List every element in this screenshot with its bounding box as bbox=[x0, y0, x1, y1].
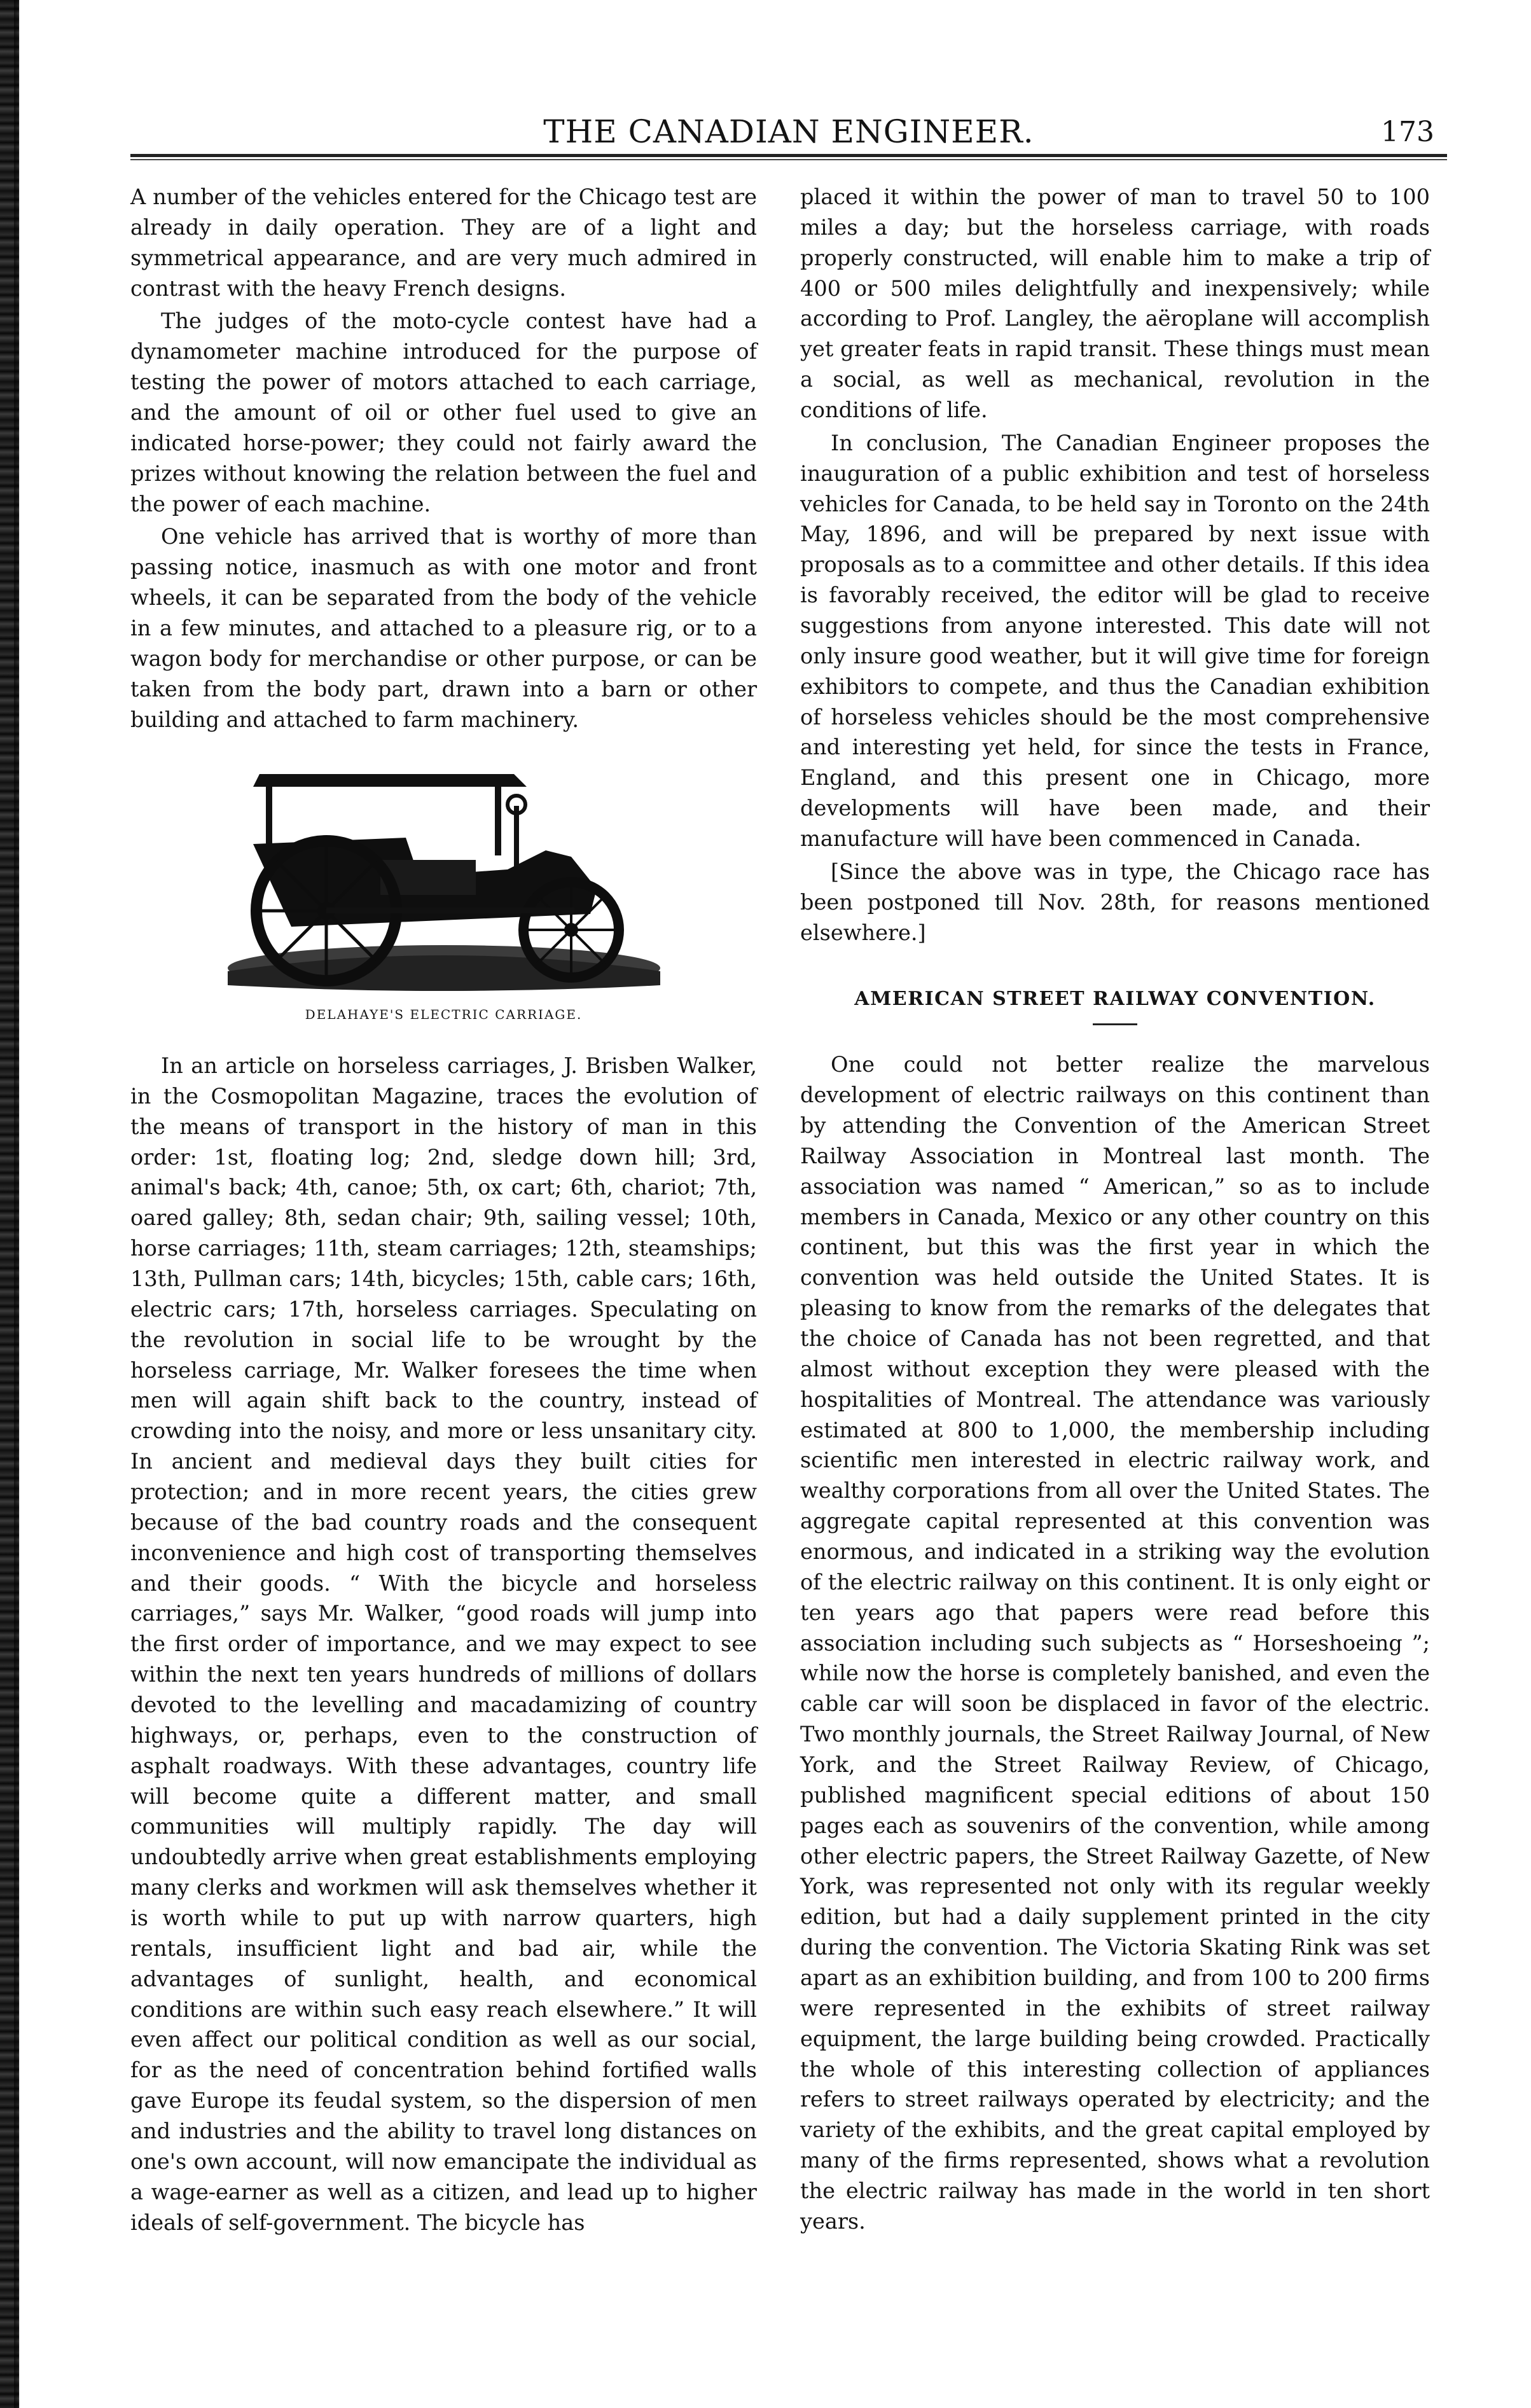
page-binding-edge bbox=[0, 0, 19, 2408]
paragraph: In an article on horseless carriages, J. Brisben Walker, in the Cosmopolitan Magazine, traces the evolution of the means of transport in the history of man in this order: 1st, floating log; 2nd, sledge down hill; 3rd, animal's back; 4th, canoe; 5th, ox cart; 6th, chariot; 7th, oared galley; 8th, sedan chair; 9th, sailing vessel; 10th, horse carriages; 11th, steam carriages; 12th, steamships; 13th, Pullman cars; 14th, bicycles; 15th, cable cars; 16th, electric cars; 17th, horseless carriages. Speculating on the revolution in social life to be wrought by the horseless carriage, Mr. Walker foresees the time when men will again shift back to the country, instead of crowding into the noisy, and more or less unsanitary city. In ancient and medieval days they built cities for protection; and in more recent years, the cities grew because of the bad country roads and the consequent inconvenience and high cost of transporting themselves and their goods. “ With the bicycle and horseless carriages,” says Mr. Walker, “good roads will jump into the first order of importance, and we may expect to see within the next ten years hundreds of millions of dollars devoted to the levelling and macadamizing of country highways, or, perhaps, even to the construction of asphalt roadways. With these advantages, country life will become quite a different matter, and small communities will multiply rapidly. The day will undoubtedly arrive when great establishments employing many clerks and workmen will ask themselves whether it is worth while to put up with narrow quarters, high rentals, insufficient light and bad air, while the advantages of sunlight, health, and economical conditions are within such easy reach elsewhere.” It will even affect our political condition as well as our social, for as the need of concentration behind fortified walls gave Europe its feudal system, so the dispersion of men and industries and the ability to travel long distances on one's own account, will now emancipate the individual as a wage-earner as well as a citizen, and lead up to higher ideals of self-government. The bicycle has bbox=[130, 1053, 757, 2235]
page-header bbox=[130, 95, 1447, 153]
journal-title: THE CANADIAN ENGINEER. bbox=[543, 113, 1034, 150]
carriage-figure bbox=[130, 749, 757, 1024]
paragraph: In conclusion, The Canadian Engineer proposes the inauguration of a public exhibition and test of horseless vehicles for Canada, to be held say in Toronto on the 24th May, 1896, and will be prepared by next issue with proposals as to a committee and other details. If this idea is favorably received, the editor will be glad to receive suggestions from anyone interested. This date will not only insure good weather, but it will give time for foreign exhibitors to compete, and thus the Canadian exhibition of horseless vehicles should be the most comprehensive and interesting yet held, for since the tests in France, England, and this present one in Chicago, more developments will have been made, and their manufacture will have been commenced in Canada. bbox=[800, 430, 1430, 852]
paragraph: One could not better realize the marvelous development of electric railways on this continent than by attending the Convention of the American Street Railway Association in Montreal last month. The association was named “ American,” so as to include members in Canada, Mexico or any other country on this continent, but this was the first year in which the convention was held outside the United States. It is pleasing to know from the remarks of the delegates that the choice of Canada has not been regretted, and that almost without exception they were pleased with the hospitalities of Montreal. The attendance was variously estimated at 800 to 1,000, the membership including scientific men interested in electric railway work, and wealthy corporations from all over the United States. The aggregate capital represented at this convention was enormous, and indicated in a striking way the evolution of the electric railway on this continent. It is only eight or ten years ago that papers were read before this association including such subjects as “ Horseshoeing ”; while now the horse is completely banished, and even the cable car will soon be displaced in favor of the electric. Two monthly journals, the Street Railway Journal, of New York, and the Street Railway Review, of Chicago, published magnificent special editions of about 150 pages each as souvenirs of the convention, while among other electric papers, the Street Railway Gazette, of New York, was represented not only with its regular weekly edition, but had a daily supplement printed in the city during the convention. The Victoria Skating Rink was set apart as an exhibition building, and from 100 to 200 firms were represented in the exhibits of street railway equipment, the large building being crowded. Practically the whole of this interesting collection of appliances refers to street railways operated by electricity; and the variety of the exhibits, and the great capital employed by many of the firms represented, shows what a revolution the electric railway has made in the world in ten short years. bbox=[800, 1052, 1430, 2234]
paragraph: placed it within the power of man to travel 50 to 100 miles a day; but the horseless carriage, with roads properly constructed, will enable him to make a trip of 400 or 500 miles delightfully and inexpensively; while according to Prof. Langley, the aëroplane will accomplish yet greater feats in rapid transit. These things must mean a social, as well as mechanical, revolution in the conditions of life. bbox=[800, 184, 1430, 423]
paragraph: A number of the vehicles entered for the Chicago test are already in daily operation. They are of a light and symmetrical appearance, and are very much admired in contrast with the heavy French designs. bbox=[130, 184, 757, 301]
paragraph: [Since the above was in type, the Chicago race has been postponed till Nov. 28th, for reasons mentioned elsewhere.] bbox=[800, 859, 1430, 945]
section-title: AMERICAN STREET RAILWAY CONVENTION. bbox=[854, 988, 1376, 1011]
paragraph: One vehicle has arrived that is worthy of more than passing notice, inasmuch as with one motor and front wheels, it can be separated from the body of the vehicle in a few minutes, and attached to a pleasure rig, or to a wagon body for merchandise or other purpose, or can be taken from the body part, drawn into a barn or other building and attached to farm machinery. bbox=[130, 524, 757, 732]
section-rule bbox=[1093, 1023, 1137, 1025]
paragraph: The judges of the moto-cycle contest have had a dynamometer machine introduced for the purpose of testing the power of motors attached to each carriage, and the amount of oil or other fuel used to give an indicated horse-power; they could not fairly award the prizes without knowing the relation between the fuel and the power of each machine. bbox=[130, 308, 757, 516]
header-rule bbox=[130, 154, 1447, 160]
electric-carriage-illustration bbox=[215, 749, 673, 997]
figure-caption: DELAHAYE'S ELECTRIC CARRIAGE. bbox=[305, 1007, 583, 1023]
right-column bbox=[800, 182, 1430, 2237]
page-number: 173 bbox=[1381, 116, 1434, 148]
left-column bbox=[130, 182, 757, 2238]
